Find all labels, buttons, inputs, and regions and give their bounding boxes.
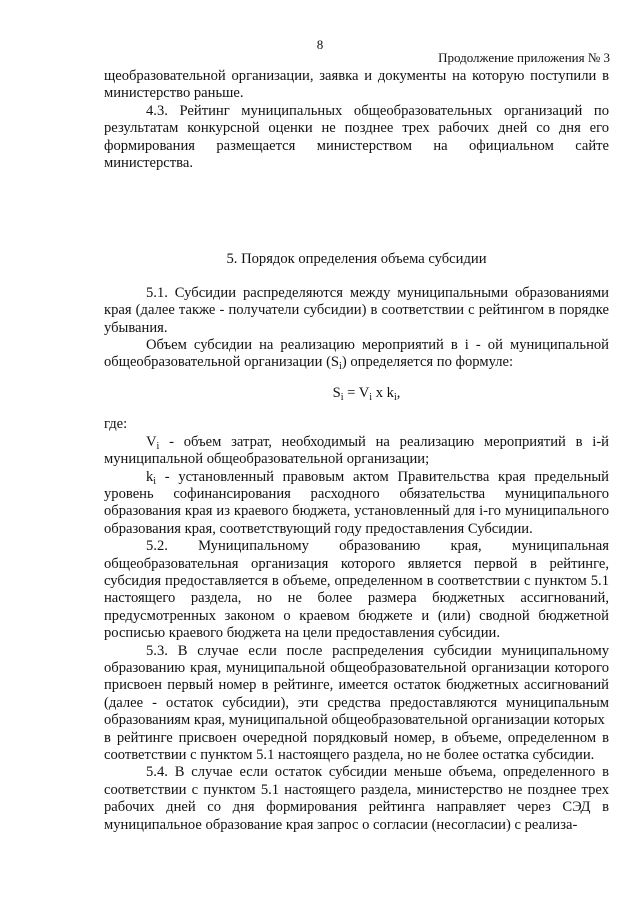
formula-symbol: x k (372, 384, 394, 401)
paragraph-continued: щеобразовательной организации, заявка и документы на которую поступили в министерство раньше. (104, 68, 609, 102)
paragraph-4-3: 4.3. Рейтинг муниципальных общеобразовательных организаций по результатам конкурсной оценки не позднее трех рабочих дней со дня его формирования размещается министерством на официальном сайте министерства. (104, 102, 609, 172)
document-body (104, 68, 609, 834)
formula-symbol: , (396, 384, 401, 401)
definition-k (104, 469, 609, 539)
subscript: i (153, 475, 157, 487)
paragraph-5-3-continued: в рейтинге присвоен очередной порядковый номер, в объеме, определенном в соответствии с пунктом 5.1 настоящего раздела, но не более остатка субсидии. (104, 729, 609, 763)
paragraph-5-3: 5.3. В случае если после распределения субсидии муниципальному образованию края, муниципальной общеобразовательной организации которого присвоен первый номер в рейтинге, имеется остаток бюджетных ассигнований (далее - остаток субсидии), эти средства предоставляются муниципальным образованиям края, муниципальной общеобразовательной организации которых (104, 642, 609, 729)
subscript: i (156, 440, 160, 452)
paragraph-5-4: 5.4. В случае если остаток субсидии меньше объема, определенного в соответствии с пунктом 5.1 настоящего раздела, министерство не позднее трех рабочих дней со дня формирования рейтинга направляет через СЭД в муниципальное образование края запрос о согласии (несогласии) с реализа- (104, 764, 609, 833)
text-run: ) определяется по формуле: (341, 354, 514, 371)
definition-v (104, 434, 609, 469)
formula-symbol: k (146, 468, 154, 485)
subscript: i (340, 391, 344, 403)
where-label: где: (104, 416, 128, 433)
paragraph-subsidy-volume (104, 337, 609, 372)
formula-symbol: S (332, 384, 341, 401)
formula (104, 385, 609, 402)
paragraph-5-2: 5.2. Муниципальному образованию края, муниципальная общеобразовательная организация которого является первой в рейтинге, субсидия предоставляется в объеме, определенном в соответствии с пунктом 5.1 настоящего раздела, но не более размера бюджетных ассигнований, предусмотренных законом о краевом бюджете и (или) сводной бюджетной росписью краевого бюджета на цели предоставления субсидии. (104, 538, 609, 642)
subscript: i (369, 391, 373, 403)
subscript: i (393, 391, 397, 403)
paragraph-5-1: 5.1. Субсидии распределяются между муниципальными образованиями края (далее также - получатели субсидии) в соответствии с рейтингом в порядке убывания. (104, 284, 609, 336)
formula-symbol: V (146, 433, 157, 450)
subscript: i (339, 361, 342, 373)
section-title: 5. Порядок определения объема субсидии (226, 251, 487, 268)
text-run: - объем затрат, необходимый на реализацию мероприятий в i-й муниципальной общеобразовательной организации; (104, 433, 609, 468)
text-run: Объем субсидии на реализацию мероприятий в i - ой муниципальной общеобразовательной организации (S (104, 337, 609, 371)
text-run: - установленный правовым актом Правительства края предельный уровень софинансирования расходного обязательства муниципального образования края из краевого бюджета, установленный для i-го муниципального образования края, соответствующий году предоставления Субсидии. (104, 468, 609, 537)
formula-symbol: = V (343, 384, 370, 401)
appendix-continuation-label: Продолжение приложения № 3 (438, 50, 610, 65)
page-number: 8 (316, 37, 324, 52)
